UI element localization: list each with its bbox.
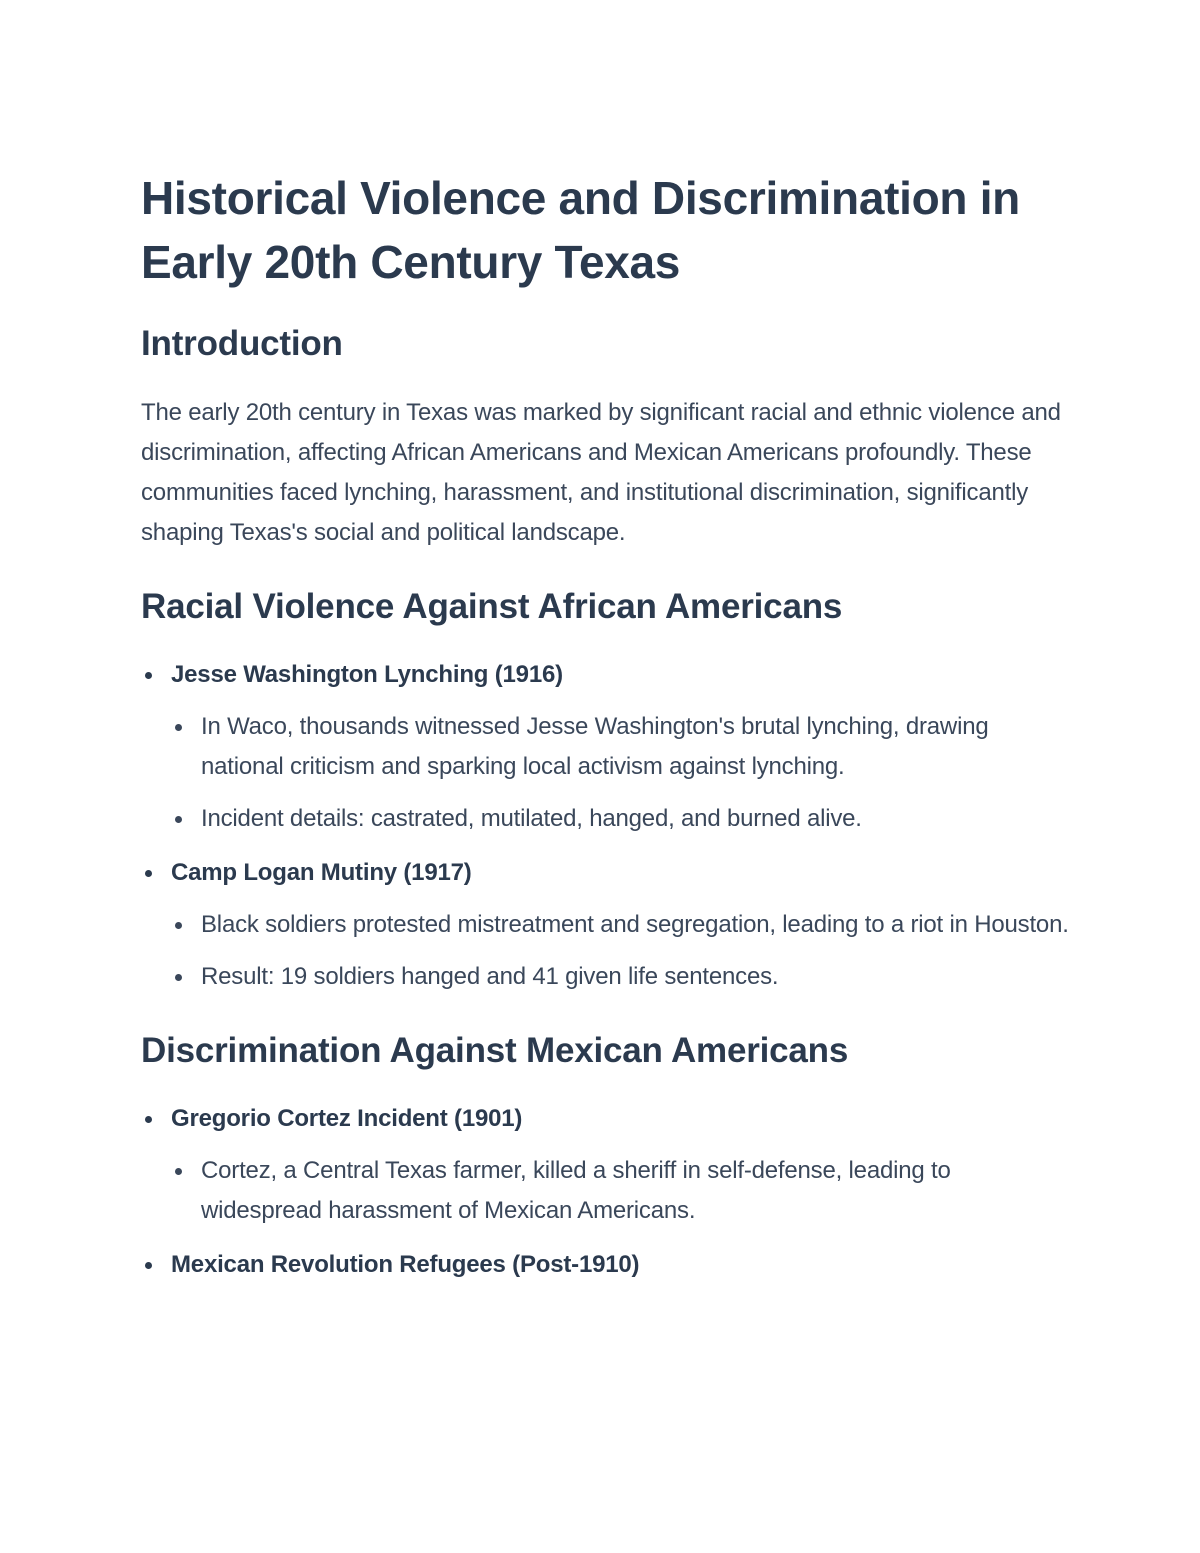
section-heading-introduction: Introduction xyxy=(141,324,343,363)
sub-list-item: Result: 19 soldiers hanged and 41 given life sentences. xyxy=(171,957,1071,997)
list-item xyxy=(141,655,1071,839)
list-item xyxy=(141,1099,1071,1231)
racial-violence-list xyxy=(141,655,1071,997)
list-item xyxy=(141,1245,1071,1285)
mexican-americans-list xyxy=(141,1099,1071,1285)
sub-list-item: Incident details: castrated, mutilated, hanged, and burned alive. xyxy=(171,799,1071,839)
sub-list-item: Black soldiers protested mistreatment and segregation, leading to a riot in Houston. xyxy=(171,905,1071,945)
list-item xyxy=(141,853,1071,997)
item-title-gregorio-cortez: Gregorio Cortez Incident (1901) xyxy=(171,1105,523,1132)
sub-list xyxy=(171,1151,1071,1231)
item-title-jesse-washington: Jesse Washington Lynching (1916) xyxy=(171,661,563,688)
section-heading-racial-violence: Racial Violence Against African Americans xyxy=(141,587,843,626)
document-title: Historical Violence and Discrimination in Early 20th Century Texas xyxy=(141,172,1020,288)
item-title-camp-logan: Camp Logan Mutiny (1917) xyxy=(171,859,472,886)
sub-list-item: Cortez, a Central Texas farmer, killed a sheriff in self-defense, leading to widespread harassment of Mexican Americans. xyxy=(171,1151,1071,1231)
sub-list xyxy=(171,905,1071,997)
sub-list xyxy=(171,707,1071,839)
document-page xyxy=(141,166,1071,1299)
introduction-paragraph: The early 20th century in Texas was marked by significant racial and ethnic violence and discrimination, affecting African Americans and Mexican Americans profoundly. These communities faced lynching, harassment, and institutional discrimination, significantly shaping Texas's social and political landscape. xyxy=(141,399,1061,546)
section-heading-mexican-americans: Discrimination Against Mexican Americans xyxy=(141,1031,849,1070)
sub-list-item: In Waco, thousands witnessed Jesse Washington's brutal lynching, drawing national criticism and sparking local activism against lynching. xyxy=(171,707,1071,787)
item-title-mexican-revolution-refugees: Mexican Revolution Refugees (Post-1910) xyxy=(171,1251,640,1278)
